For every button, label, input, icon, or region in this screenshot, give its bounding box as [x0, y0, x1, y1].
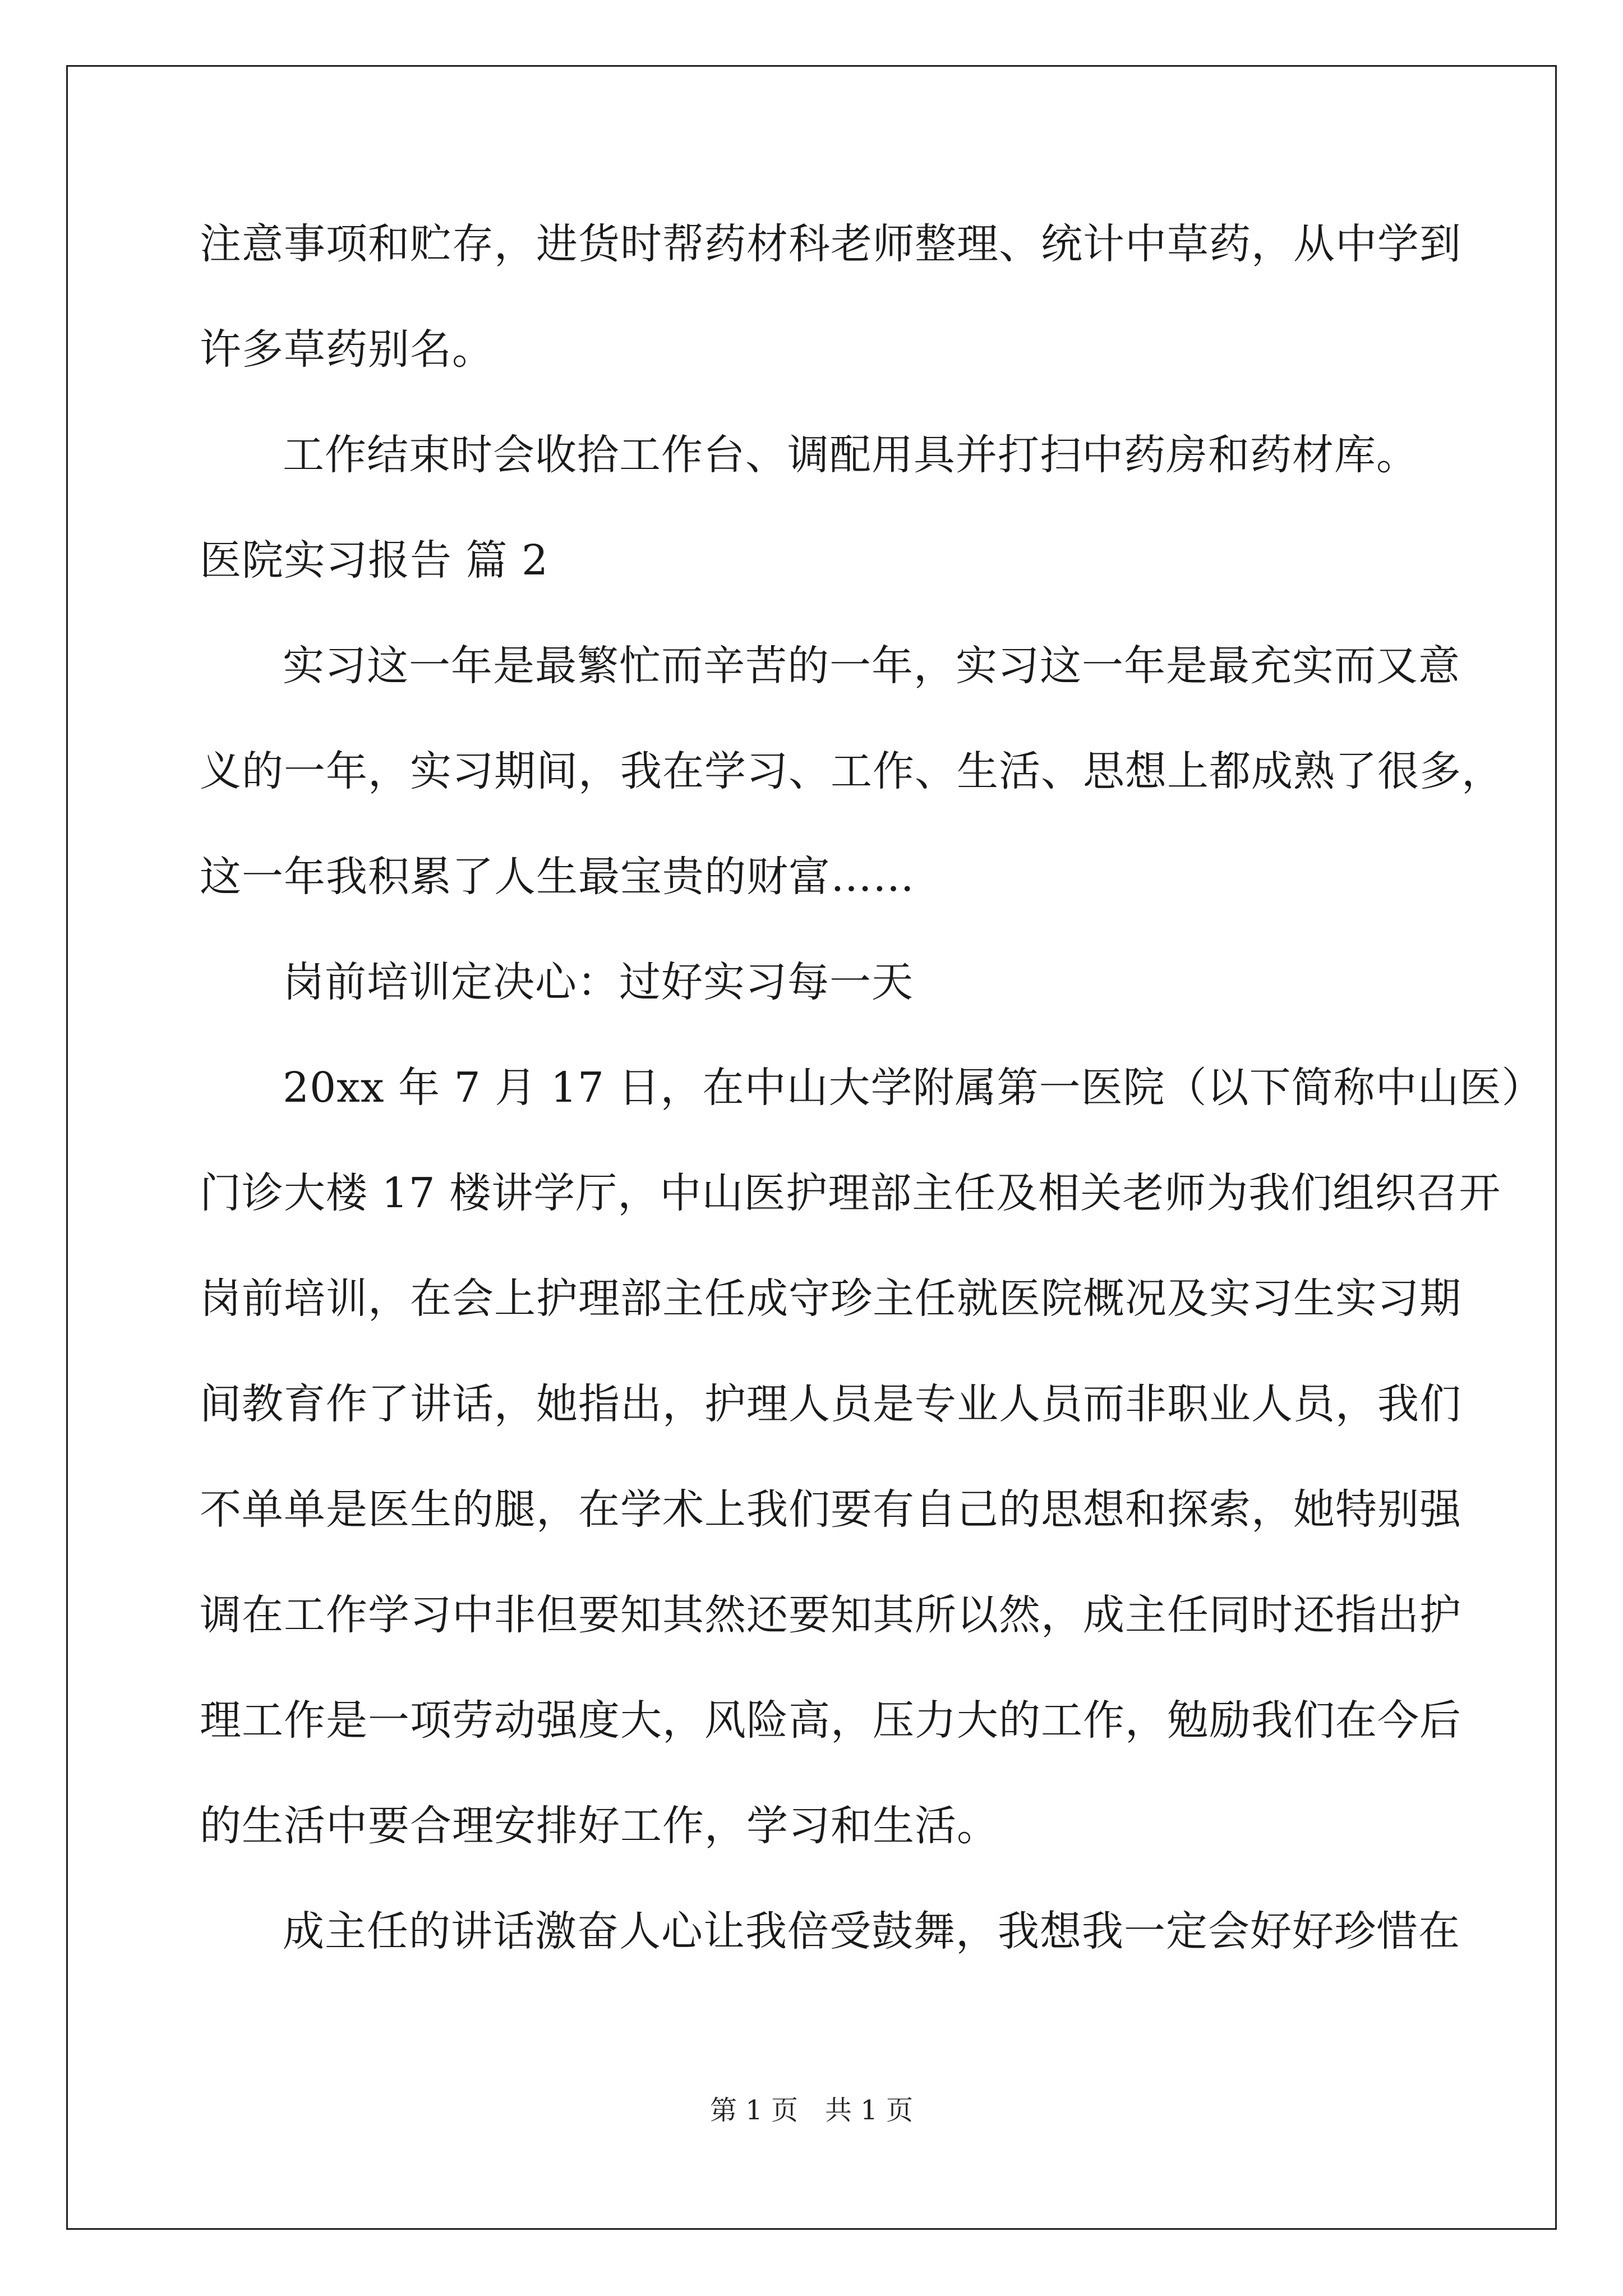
subheading-line: 岗前培训定决心：过好实习每一天	[283, 958, 914, 1006]
section-heading: 医院实习报告 篇 2	[200, 536, 549, 585]
text-line: 间教育作了讲话，她指出，护理人员是专业人员而非职业人员，我们	[200, 1380, 1461, 1428]
text-line: 这一年我积累了人生最宝贵的财富……	[200, 853, 915, 901]
text-line: 义的一年，实习期间，我在学习、工作、生活、思想上都成熟了很多，	[200, 747, 1504, 795]
text-line: 调在工作学习中非但要知其然还要知其所以然，成主任同时还指出护	[200, 1591, 1461, 1639]
text-line: 门诊大楼 17 楼讲学厅，中山医护理部主任及相关老师为我们组织召开	[200, 1169, 1501, 1217]
paragraph-line: 工作结束时会收拾工作台、调配用具并打扫中药房和药材库。	[283, 431, 1418, 479]
page-footer: 第 1 页 共 1 页	[709, 2095, 914, 2126]
text-line: 的生活中要合理安排好工作，学习和生活。	[200, 1802, 999, 1850]
text-line: 不单单是医生的腿，在学术上我们要有自己的思想和探索，她特别强	[200, 1485, 1461, 1534]
paragraph-line: 20xx 年 7 月 17 日，在中山大学附属第一医院（以下简称中山医）	[283, 1064, 1544, 1112]
text-line: 岗前培训，在会上护理部主任成守珍主任就医院概况及实习生实习期	[200, 1274, 1461, 1323]
text-line: 注意事项和贮存，进货时帮药材科老师整理、统计中草药，从中学到	[200, 220, 1461, 268]
text-line: 许多草药别名。	[200, 325, 494, 374]
text-line: 理工作是一项劳动强度大，风险高，压力大的工作，勉励我们在今后	[200, 1696, 1461, 1745]
paragraph-line: 实习这一年是最繁忙而辛苦的一年，实习这一年是最充实而又意	[283, 642, 1460, 690]
paragraph-line: 成主任的讲话激奋人心让我倍受鼓舞，我想我一定会好好珍惜在	[283, 1907, 1460, 1955]
